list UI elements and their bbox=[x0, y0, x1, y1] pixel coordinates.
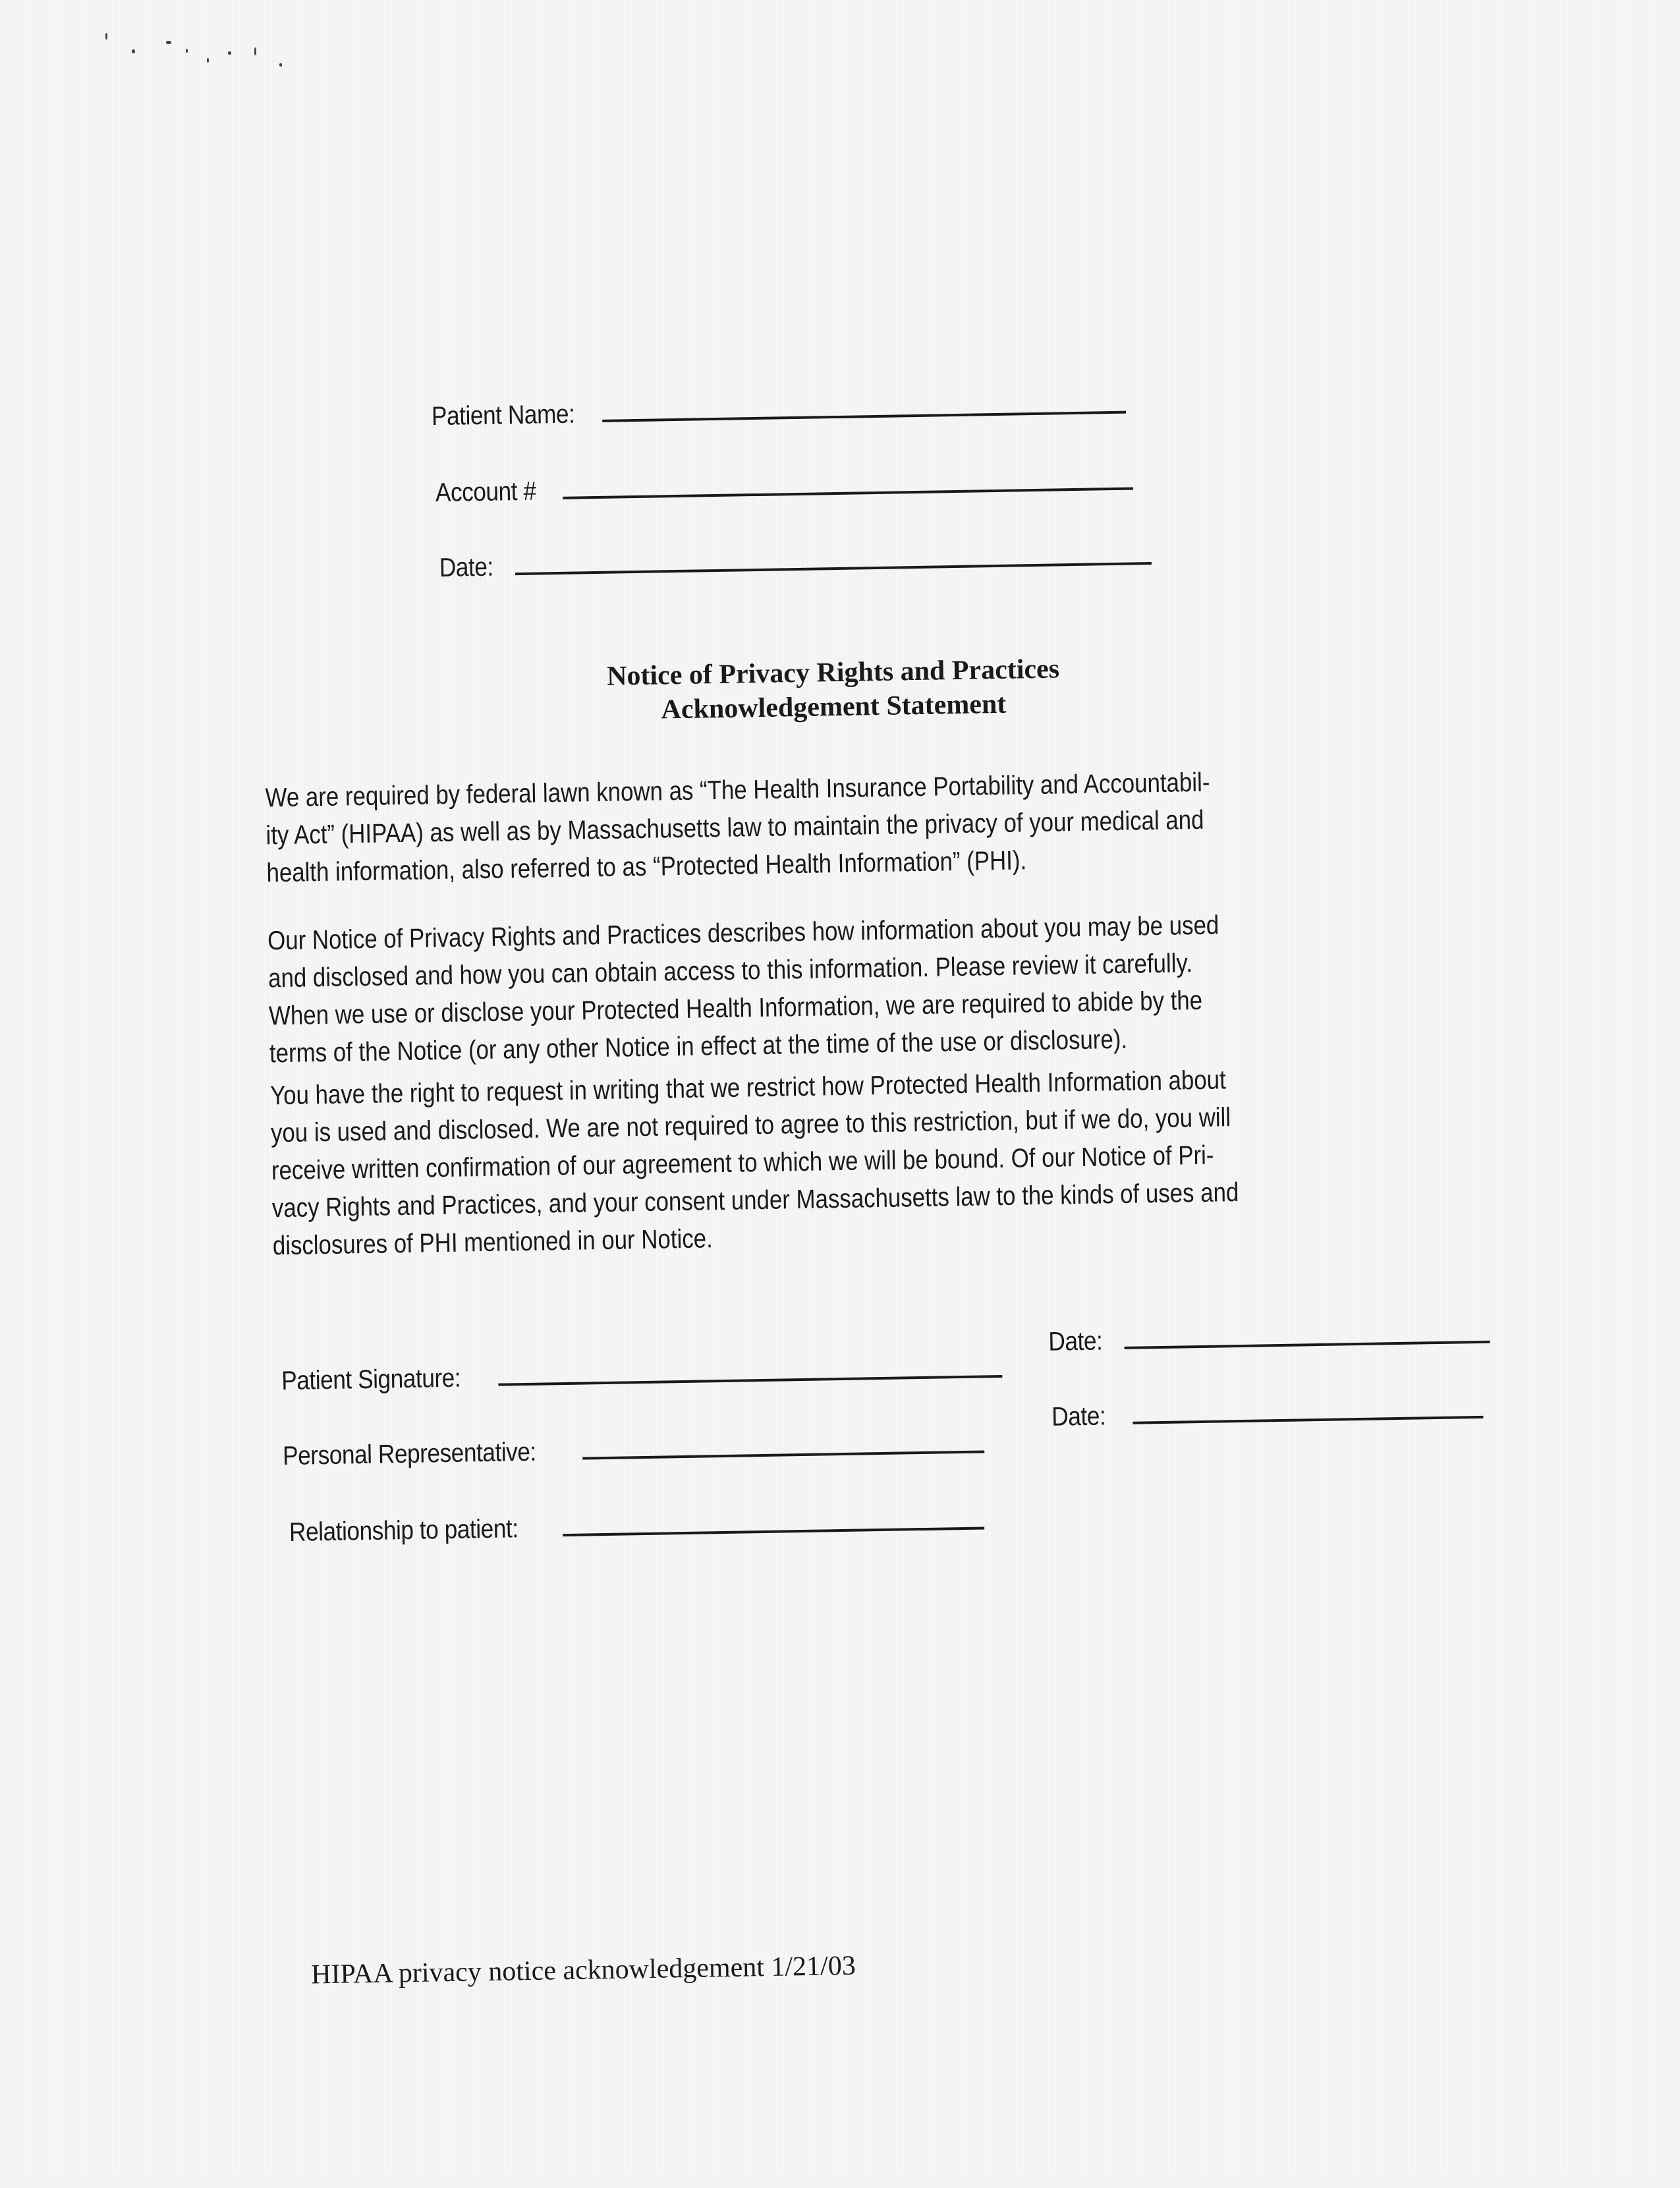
title-line-1: Notice of Privacy Rights and Practices bbox=[606, 654, 1060, 692]
title-line-2: Acknowledgement Statement bbox=[661, 688, 1007, 725]
personal-representative-label: Personal Representative: bbox=[282, 1437, 537, 1471]
paragraph-hipaa-requirement: We are required by federal lawn known as “The Health Insurance Portability and Accountabil- ity Act” (HIPAA) as well as by Massachusetts law to maintain the privacy of your medical and health information, also referred to as “Protected Health Information” (PHI). bbox=[265, 766, 1210, 888]
personal-representative-input-line[interactable] bbox=[582, 1450, 984, 1459]
account-number-field[interactable] bbox=[435, 466, 1134, 508]
paragraph-restriction-rights: You have the right to request in writing that we restrict how Protected Health Information about you is used and disclosed. We are not required to agree to this restriction, but if we do, you will receive written confirmation of our agreement to which we will be bound. Of our Notice of Pri- vacy Rights and Practices, and your consent under Massachusetts law to the kinds of uses and disclosures of PHI mentioned in our Notice. bbox=[269, 1064, 1239, 1261]
header-date-label: Date: bbox=[439, 552, 494, 582]
patient-signature-field[interactable] bbox=[281, 1355, 1003, 1396]
relationship-input-line[interactable] bbox=[563, 1527, 984, 1536]
header-date-field[interactable] bbox=[439, 542, 1152, 583]
personal-representative-field[interactable] bbox=[283, 1430, 985, 1471]
patient-signature-label: Patient Signature: bbox=[281, 1363, 461, 1396]
paragraph-notice-description: Our Notice of Privacy Rights and Practices describes how information about you may be used and disclosed and how you can obtain access to this information. Please review it carefully. When we use or disclose your Protected Health Information, we are required to abide by the terms of the Notice (or any other Notice in effect at the time of the use or disclosure). bbox=[267, 909, 1219, 1069]
patient-name-label: Patient Name: bbox=[431, 399, 575, 432]
patient-signature-input-line[interactable] bbox=[498, 1375, 1002, 1386]
patient-signature-date-field[interactable] bbox=[1048, 1320, 1490, 1357]
account-number-input-line[interactable] bbox=[563, 487, 1133, 499]
relationship-field[interactable] bbox=[289, 1506, 985, 1547]
patient-signature-date-input-line[interactable] bbox=[1125, 1341, 1490, 1349]
representative-date-label: Date: bbox=[1051, 1401, 1106, 1432]
header-date-input-line[interactable] bbox=[515, 562, 1152, 575]
patient-signature-date-label: Date: bbox=[1048, 1326, 1103, 1357]
patient-name-input-line[interactable] bbox=[602, 411, 1126, 422]
representative-date-input-line[interactable] bbox=[1133, 1416, 1484, 1424]
account-number-label: Account # bbox=[435, 476, 536, 508]
notice-title bbox=[0, 642, 1674, 738]
relationship-label: Relationship to patient: bbox=[289, 1514, 518, 1547]
patient-name-field[interactable] bbox=[432, 391, 1127, 432]
representative-date-field[interactable] bbox=[1051, 1395, 1484, 1432]
footer-document-id: HIPAA privacy notice acknowledgement 1/21/03 bbox=[310, 1950, 856, 1990]
